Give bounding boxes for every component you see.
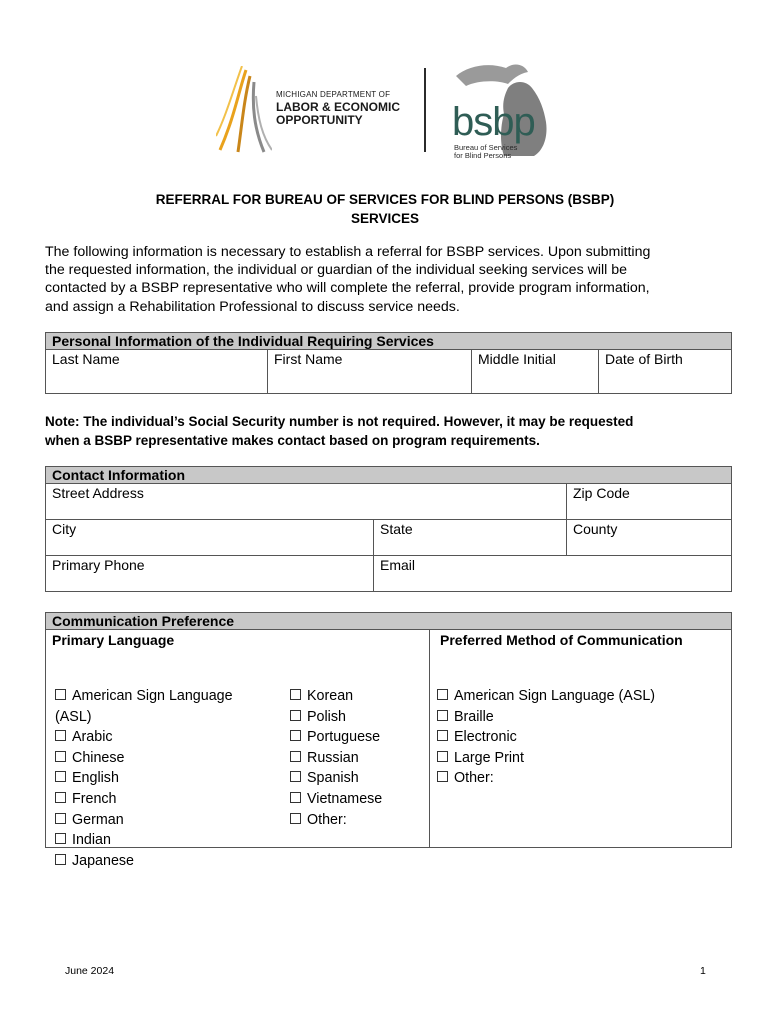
option-label: Vietnamese: [307, 790, 383, 807]
option-label: Large Print: [454, 749, 524, 766]
option-item[interactable]: [290, 789, 382, 810]
option-label: Portuguese: [307, 729, 381, 746]
option-label: Braille: [454, 708, 494, 725]
languages-col1: [55, 686, 233, 871]
option-label: French: [72, 790, 117, 807]
option-item[interactable]: [437, 707, 655, 728]
checkbox[interactable]: [437, 730, 448, 741]
option-label: German: [72, 811, 124, 828]
personal-info-table: [45, 332, 732, 394]
intro-line1: The following information is necessary to establish a referral for BSBP services. Upon submitting: [45, 244, 651, 260]
option-label: Other:: [454, 770, 494, 787]
option-item[interactable]: [55, 789, 233, 810]
leo-logo-mark: [216, 66, 272, 156]
primary-language-label: Primary Language: [52, 632, 175, 648]
option-item[interactable]: [55, 748, 233, 769]
checkbox[interactable]: [437, 751, 448, 762]
state-field[interactable]: [374, 520, 567, 556]
street-address-label: Street Address: [52, 485, 144, 501]
checkbox[interactable]: [55, 751, 66, 762]
checkbox[interactable]: [290, 751, 301, 762]
leo-logo: [216, 66, 416, 156]
option-label: Indian: [72, 832, 111, 849]
checkbox[interactable]: [290, 813, 301, 824]
intro-paragraph: [45, 243, 745, 316]
county-label: County: [573, 521, 618, 537]
option-label: Chinese: [72, 749, 125, 766]
checkbox[interactable]: [290, 792, 301, 803]
dob-label: Date of Birth: [605, 351, 683, 367]
checkbox[interactable]: [55, 771, 66, 782]
option-item[interactable]: [290, 707, 382, 728]
ssn-note: [45, 412, 745, 450]
checkbox[interactable]: [55, 730, 66, 741]
option-item[interactable]: [290, 748, 382, 769]
option-label: Korean: [307, 688, 354, 704]
checkbox[interactable]: [437, 771, 448, 782]
page-number: 1: [700, 965, 706, 977]
leo-line2: LABOR & ECONOMIC: [276, 100, 400, 114]
primary-language-cell: [46, 630, 430, 869]
option-label: Spanish: [307, 770, 359, 787]
option-label: Electronic: [454, 729, 517, 746]
option-item[interactable]: [437, 686, 655, 707]
email-label: Email: [380, 557, 416, 573]
city-field[interactable]: [46, 520, 374, 556]
middle-initial-label: Middle Initial: [478, 351, 556, 367]
option-item[interactable]: [437, 727, 655, 748]
intro-line2: the requested information, the individual or guardian of the individual seeking services will be: [45, 262, 628, 279]
title-line2: SERVICES: [350, 211, 420, 226]
bsbp-logo: [448, 58, 558, 162]
checkbox[interactable]: [55, 792, 66, 803]
option-item[interactable]: [55, 830, 233, 851]
first-name-field[interactable]: [268, 350, 472, 394]
option-item[interactable]: [290, 810, 382, 831]
primary-phone-label: Primary Phone: [52, 557, 145, 573]
checkbox[interactable]: [437, 710, 448, 721]
contact-info-header: Contact Information: [46, 467, 732, 484]
zip-code-field[interactable]: [567, 484, 732, 520]
languages-col2: [290, 686, 382, 830]
zip-code-label: Zip Code: [573, 485, 630, 501]
primary-phone-field[interactable]: [46, 556, 374, 592]
checkbox[interactable]: [55, 689, 66, 700]
option-item[interactable]: [290, 686, 382, 707]
email-field[interactable]: [374, 556, 732, 592]
intro-line4: and assign a Rehabilitation Professional to discuss service needs.: [45, 298, 460, 315]
option-item[interactable]: [290, 727, 382, 748]
option-item[interactable]: [437, 748, 655, 769]
personal-info-header: Personal Information of the Individual Requiring Services: [46, 333, 732, 350]
option-item[interactable]: [55, 727, 233, 748]
option-label: (ASL): [55, 708, 92, 725]
communication-table: [45, 612, 732, 869]
bsbp-sub1: Bureau of Services: [454, 143, 518, 152]
city-label: City: [52, 521, 77, 537]
checkbox[interactable]: [290, 771, 301, 782]
checkbox[interactable]: [55, 813, 66, 824]
title-line1: REFERRAL FOR BUREAU OF SERVICES FOR BLIND PERSONS (BSBP): [155, 192, 615, 207]
note-line1: Note: The individual’s Social Security number is not required. However, it may be requested: [45, 414, 634, 429]
option-item[interactable]: [55, 851, 233, 872]
bsbp-sub2: for Blind Persons: [454, 151, 512, 160]
footer-date: June 2024: [65, 965, 115, 977]
option-label: Other:: [307, 811, 347, 828]
option-label: Polish: [307, 708, 346, 725]
bsbp-wordmark: bsbp: [452, 100, 535, 144]
option-label: English: [72, 770, 119, 787]
leo-line1: MICHIGAN DEPARTMENT OF: [276, 90, 391, 99]
state-label: State: [380, 521, 413, 537]
option-item[interactable]: [55, 768, 233, 789]
option-item[interactable]: [55, 810, 233, 831]
note-line2: when a BSBP representative makes contact based on program requirements.: [45, 433, 540, 448]
methods-col: [437, 686, 655, 789]
preferred-method-label: Preferred Method of Communication: [440, 632, 683, 648]
checkbox[interactable]: [290, 689, 301, 700]
leo-line3: OPPORTUNITY: [276, 113, 363, 127]
option-item: [55, 707, 233, 728]
checkbox[interactable]: [437, 689, 448, 700]
option-label: Russian: [307, 749, 359, 766]
option-label: American Sign Language (ASL): [454, 688, 656, 704]
option-label: American Sign Language: [72, 688, 233, 704]
checkbox[interactable]: [55, 833, 66, 844]
street-address-field[interactable]: [46, 484, 567, 520]
checkbox[interactable]: [290, 710, 301, 721]
option-item[interactable]: [290, 768, 382, 789]
option-label: Arabic: [72, 729, 113, 746]
logo-divider: [424, 68, 426, 152]
page-title: [40, 190, 730, 228]
dob-field[interactable]: [599, 350, 732, 394]
last-name-field[interactable]: [46, 350, 268, 394]
contact-info-table: [45, 466, 732, 592]
last-name-label: Last Name: [52, 351, 120, 367]
preferred-method-cell: [430, 630, 732, 848]
checkbox[interactable]: [55, 854, 66, 865]
communication-header: Communication Preference: [46, 613, 732, 630]
option-item[interactable]: [55, 686, 233, 707]
middle-initial-field[interactable]: [472, 350, 599, 394]
county-field[interactable]: [567, 520, 732, 556]
option-label: Japanese: [72, 852, 135, 869]
intro-line3: contacted by a BSBP representative who will complete the referral, provide program information,: [45, 280, 650, 297]
checkbox[interactable]: [290, 730, 301, 741]
first-name-label: First Name: [274, 351, 343, 367]
option-item[interactable]: [437, 768, 655, 789]
